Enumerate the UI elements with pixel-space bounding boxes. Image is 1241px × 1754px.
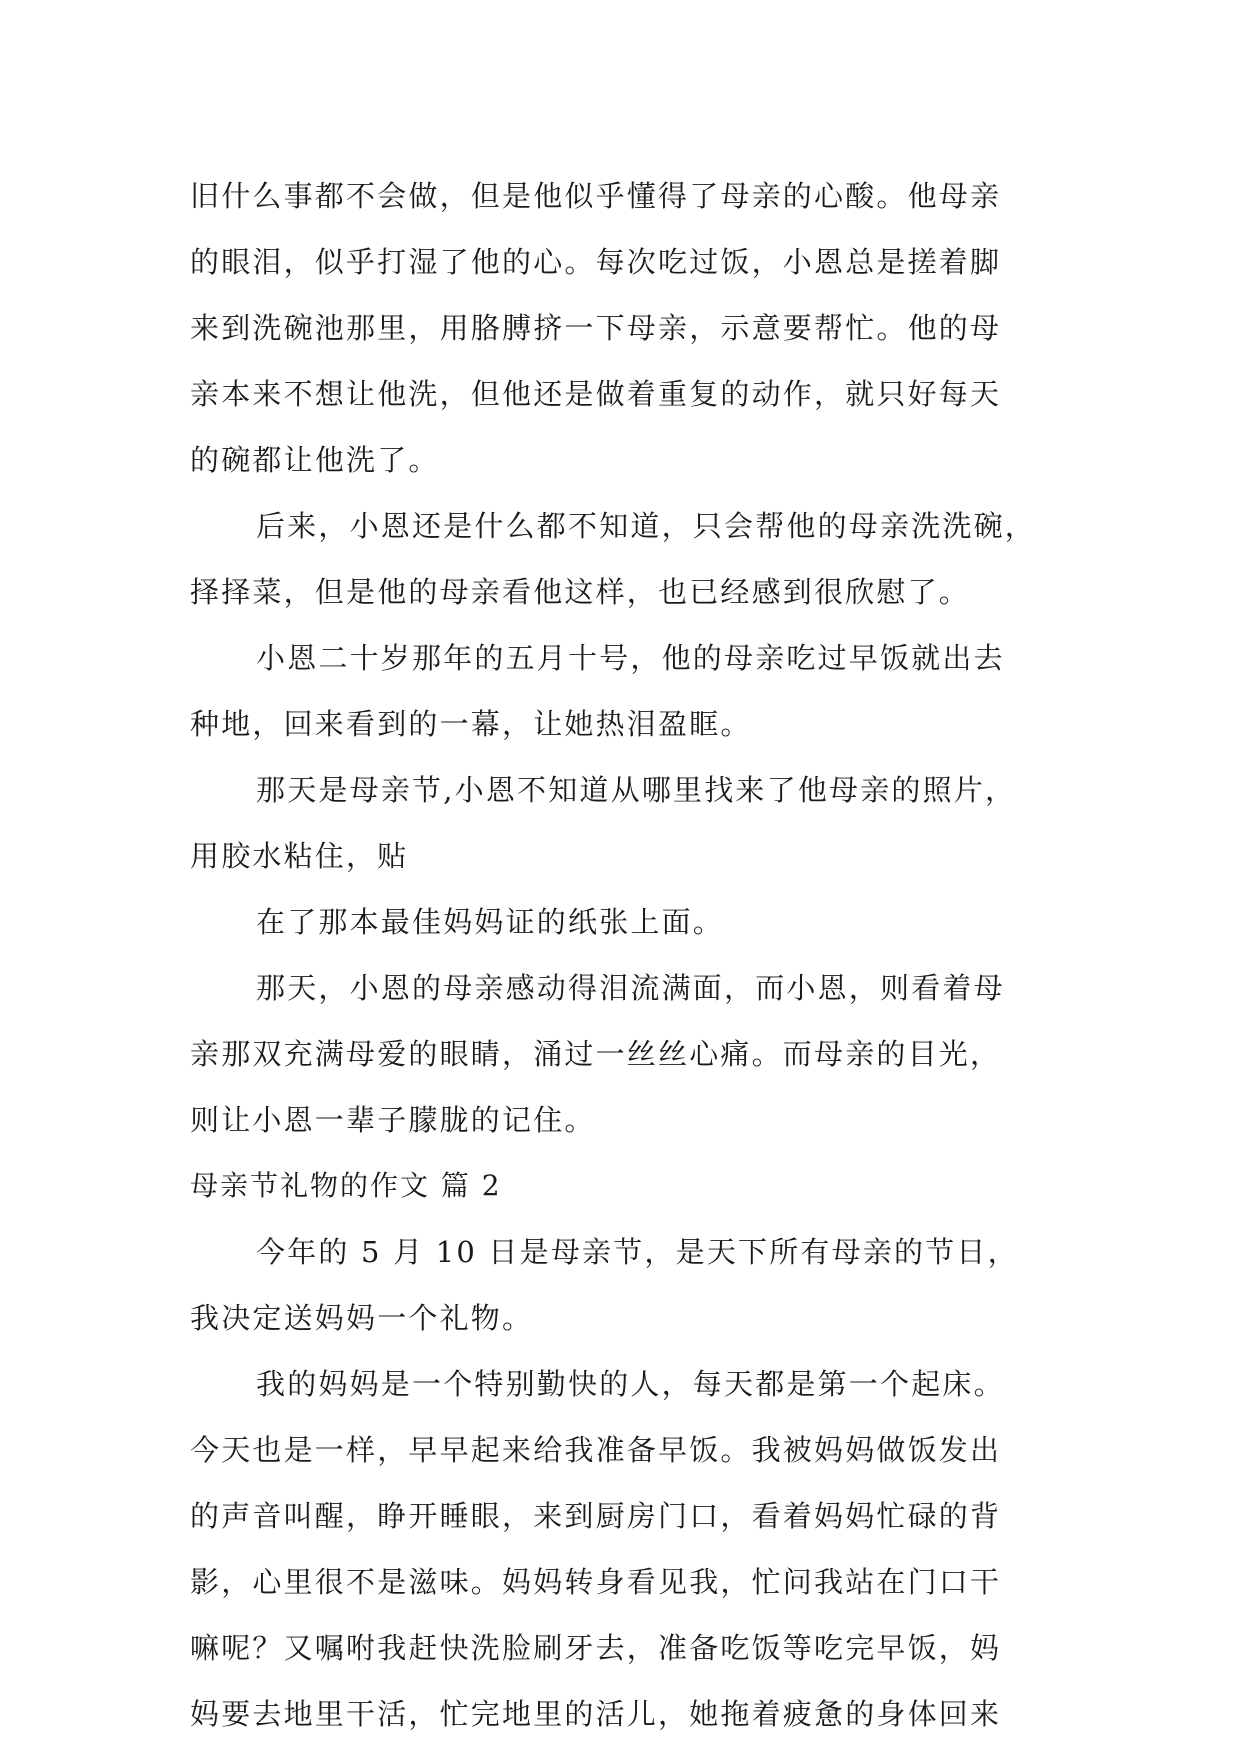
document-body: [190, 163, 1060, 1747]
text-line: 用胶水粘住，贴: [190, 839, 409, 873]
text-line: 亲本来不想让他洗，但他还是做着重复的动作，就只好每天: [190, 377, 1002, 411]
text-line: 我的妈妈是一个特别勤快的人，每天都是第一个起床。: [256, 1367, 1005, 1401]
text-line: 那天，小恩的母亲感动得泪流满面，而小恩，则看着母: [256, 971, 1005, 1005]
text-line: 亲那双充满母爱的眼睛，涌过一丝丝心痛。而母亲的目光，: [190, 1037, 1002, 1071]
text-line: 嘛呢？又嘱咐我赶快洗脸刷牙去，准备吃饭等吃完早饭，妈: [190, 1631, 1002, 1665]
text-line: 择择菜，但是他的母亲看他这样，也已经感到很欣慰了。: [190, 575, 971, 609]
text-line: 旧什么事都不会做，但是他似乎懂得了母亲的心酸。他母亲: [190, 179, 1002, 213]
text-line: 那天是母亲节,小恩不知道从哪里找来了他母亲的照片，: [256, 773, 1017, 807]
text-line: 在了那本最佳妈妈证的纸张上面。: [256, 905, 725, 939]
text-line: 种地，回来看到的一幕，让她热泪盈眶。: [190, 707, 752, 741]
text-line: 影，心里很不是滋味。妈妈转身看见我，忙问我站在门口干: [190, 1565, 1002, 1599]
text-line: 则让小恩一辈子朦胧的记住。: [190, 1103, 596, 1137]
text-line: 今年的 5 月 10 日是母亲节，是天下所有母亲的节日，: [256, 1235, 1019, 1269]
text-line: 后来，小恩还是什么都不知道，只会帮他的母亲洗洗碗，: [256, 509, 1037, 543]
text-line: 的碗都让他洗了。: [190, 443, 440, 477]
section-heading: 母亲节礼物的作文 篇 2: [190, 1169, 502, 1202]
text-line: 妈要去地里干活，忙完地里的活儿，她拖着疲惫的身体回来: [190, 1697, 1002, 1731]
text-line: 来到洗碗池那里，用胳膊挤一下母亲，示意要帮忙。他的母: [190, 311, 1002, 345]
text-line: 的眼泪，似乎打湿了他的心。每次吃过饭，小恩总是搓着脚: [190, 245, 1002, 279]
text-line: 我决定送妈妈一个礼物。: [190, 1301, 534, 1335]
text-line: 的声音叫醒，睁开睡眼，来到厨房门口，看着妈妈忙碌的背: [190, 1499, 1002, 1533]
text-line: 今天也是一样，早早起来给我准备早饭。我被妈妈做饭发出: [190, 1433, 1002, 1467]
text-line: 小恩二十岁那年的五月十号，他的母亲吃过早饭就出去: [256, 641, 1005, 675]
